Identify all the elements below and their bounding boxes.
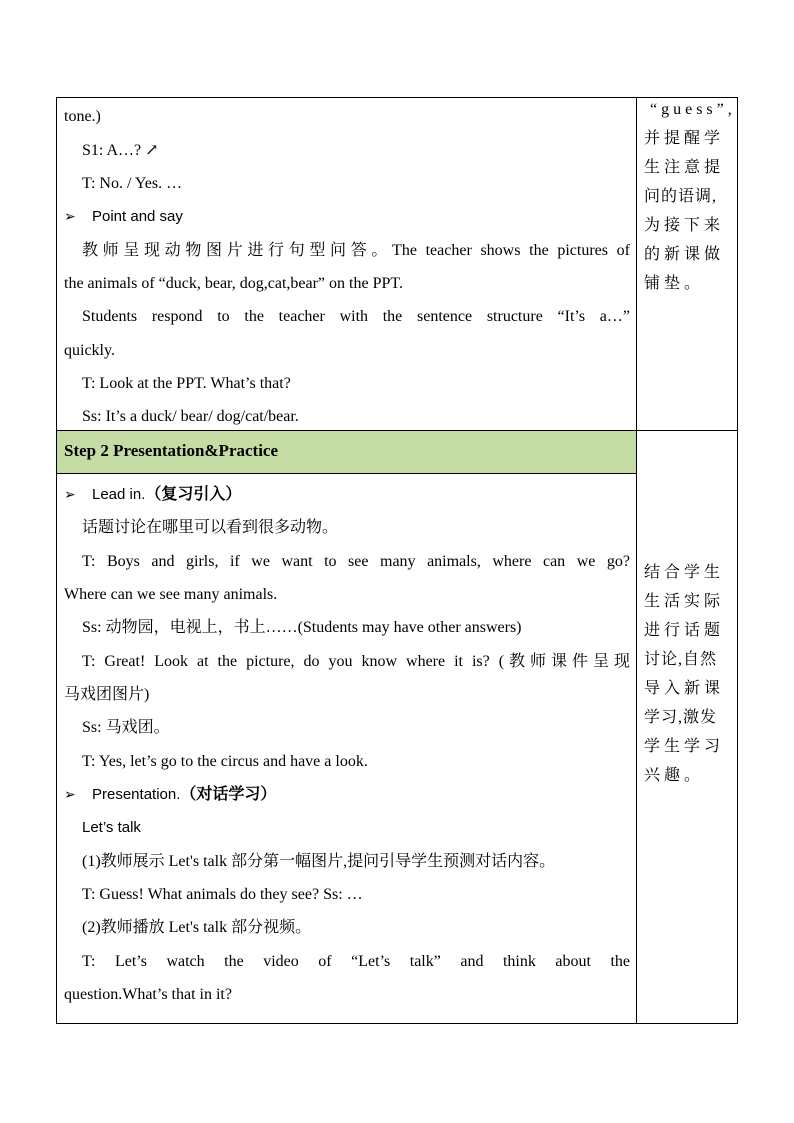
arrow-bullet-icon: ➢ — [64, 487, 76, 503]
note2-line: 进行话题 — [644, 622, 725, 639]
note1-line: 的新课做 — [644, 246, 725, 263]
lead-in-label: Lead in. — [92, 486, 146, 503]
note1-line: 并提醒学 — [644, 130, 725, 147]
teacher-guess: T: Guess! What animals do they see? Ss: … — [82, 886, 363, 903]
teacher-watch-line2: question.What’s that in it? — [64, 986, 232, 1003]
step2-title: Step 2 Presentation&Practice — [64, 441, 279, 460]
tone-text: tone.) — [64, 108, 101, 125]
teacher-watch-line1: T: Let’s watch the video of “Let’s talk” and think about the — [82, 953, 630, 970]
point-and-say-heading: Point and say — [92, 208, 183, 225]
teacher-boys-line2: Where can we see many animals. — [64, 586, 278, 603]
note2-line: 学习,激发 — [644, 709, 718, 726]
note1-line: 生注意提 — [644, 159, 725, 176]
point-para1-line1: 教师呈现动物图片进行句型问答。The teacher shows the pictures of — [82, 242, 630, 259]
item2-text: (2)教师播放 Let's talk 部分视频。 — [82, 919, 312, 936]
teacher-look-ppt: T: Look at the PPT. What’s that? — [82, 375, 291, 392]
presentation-cn: （对话学习） — [180, 786, 277, 803]
note1-line: 问的语调, — [644, 188, 718, 205]
students-answer-animals: Ss: It’s a duck/ bear/ dog/cat/bear. — [82, 408, 299, 425]
note2-line: 导入新课 — [644, 680, 725, 697]
lets-talk-label: Let’s talk — [82, 819, 141, 836]
s1-line: S1: A…? ↗ — [82, 142, 159, 159]
teacher-great-line1: T: Great! Look at the picture, do you know where it is? (教师课件呈现 — [82, 653, 630, 670]
lead-in-cn: （复习引入） — [145, 486, 242, 503]
teacher-boys-line1: T: Boys and girls, if we want to see many animals, where can we go? — [82, 553, 630, 570]
presentation-label: Presentation. — [92, 786, 181, 803]
point-para2-line1: Students respond to the teacher with the sentence structure “It’s a…” — [82, 308, 630, 325]
note2-line: 讨论,自然 — [644, 651, 718, 668]
presentation-heading — [92, 785, 276, 805]
step-header-divider — [56, 473, 637, 474]
students-zoo-answer: Ss: 动物园，电视上，书上……(Students may have other answers) — [82, 619, 522, 636]
note2-line: 生活实际 — [644, 593, 725, 610]
note2-line: 兴趣。 — [644, 767, 705, 784]
note2-line: 结合学生 — [644, 564, 725, 581]
topic-text: 话题讨论在哪里可以看到很多动物。 — [82, 519, 339, 536]
column-divider — [636, 97, 637, 1024]
point-para2-line2: quickly. — [64, 342, 115, 359]
students-circus-answer: Ss: 马戏团。 — [82, 719, 170, 736]
teacher-great-line2: 马戏团图片) — [64, 686, 150, 703]
point-para1-line2: the animals of “duck, bear, dog,cat,bear” on the PPT. — [64, 275, 403, 292]
teacher-no-yes: T: No. / Yes. … — [82, 175, 183, 192]
note1-line: “guess”, — [650, 101, 736, 118]
note1-line: 铺垫。 — [644, 275, 705, 292]
item1-text: (1)教师展示 Let's talk 部分第一幅图片,提问引导学生预测对话内容。 — [82, 853, 556, 870]
note2-line: 学生学习 — [644, 738, 725, 755]
lead-in-heading — [92, 485, 241, 505]
arrow-bullet-icon: ➢ — [64, 209, 76, 225]
note1-line: 为接下来 — [644, 217, 725, 234]
arrow-bullet-icon: ➢ — [64, 787, 76, 803]
teacher-yes-circus: T: Yes, let’s go to the circus and have a look. — [82, 753, 368, 770]
